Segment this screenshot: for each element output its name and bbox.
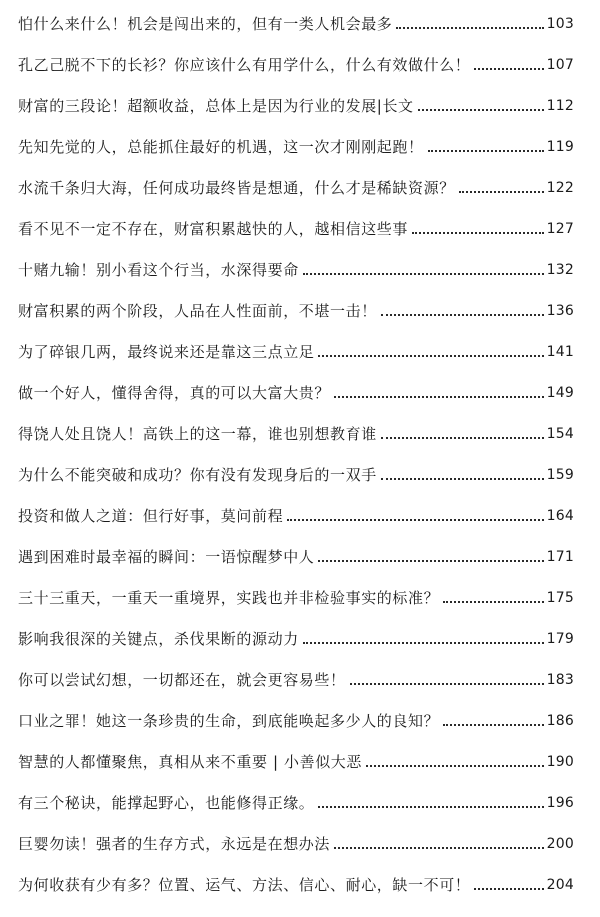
toc-entry[interactable] — [18, 457, 574, 485]
toc-page-number: 190 — [546, 754, 574, 770]
toc-page-number: 132 — [546, 262, 574, 278]
toc-page-number: 136 — [546, 303, 574, 319]
toc-dot-leader — [381, 478, 544, 480]
toc-page-number: 122 — [546, 180, 574, 196]
toc-entry-title: 怕什么来什么！机会是闯出来的，但有一类人机会最多 — [18, 15, 393, 33]
toc-dot-leader — [303, 273, 544, 275]
toc-entry-title: 看不见不一定不存在，财富积累越快的人，越相信这些事 — [18, 220, 409, 238]
toc-entry[interactable] — [18, 662, 574, 690]
toc-dot-leader — [334, 396, 544, 398]
toc-dot-leader — [443, 601, 543, 603]
toc-entry[interactable] — [18, 826, 574, 854]
toc-dot-leader — [318, 560, 543, 562]
toc-entry-title: 你可以尝试幻想，一切都还在，就会更容易些！ — [18, 671, 346, 689]
toc-dot-leader — [287, 519, 543, 521]
toc-entry-title: 得饶人处且饶人！高铁上的这一幕，谁也别想教育谁 — [18, 425, 377, 443]
toc-entry[interactable] — [18, 334, 574, 362]
toc-entry-title: 财富积累的两个阶段，人品在人性面前，不堪一击！ — [18, 302, 377, 320]
toc-page-number: 112 — [546, 98, 574, 114]
toc-entry[interactable] — [18, 211, 574, 239]
toc-dot-leader — [366, 765, 544, 767]
toc-entry[interactable] — [18, 539, 574, 567]
toc-page-number: 179 — [546, 631, 574, 647]
toc-dot-leader — [318, 355, 543, 357]
toc-dot-leader — [303, 642, 544, 644]
toc-dot-leader — [318, 806, 543, 808]
toc-entry-title: 做一个好人，懂得舍得，真的可以大富大贵？ — [18, 384, 331, 402]
toc-entry[interactable] — [18, 47, 574, 75]
toc-dot-leader — [350, 683, 544, 685]
toc-page-number: 159 — [546, 467, 574, 483]
toc-dot-leader — [396, 27, 543, 29]
toc-entry[interactable] — [18, 867, 574, 895]
toc-page-number: 171 — [546, 549, 574, 565]
toc-entry[interactable] — [18, 703, 574, 731]
toc-dot-leader — [334, 847, 544, 849]
toc-entry-title: 先知先觉的人，总能抓住最好的机遇，这一次才刚刚起跑！ — [18, 138, 424, 156]
toc-page-number: 149 — [546, 385, 574, 401]
toc-dot-leader — [418, 109, 544, 111]
toc-entry-title: 遇到困难时最幸福的瞬间：一语惊醒梦中人 — [18, 548, 315, 566]
toc-page-number: 141 — [546, 344, 574, 360]
toc-entry[interactable] — [18, 744, 574, 772]
toc-entry[interactable] — [18, 375, 574, 403]
toc-page-number: 204 — [546, 877, 574, 893]
toc-dot-leader — [443, 724, 543, 726]
toc-entry[interactable] — [18, 129, 574, 157]
toc-page-number: 119 — [546, 139, 574, 155]
toc-entry[interactable] — [18, 6, 574, 34]
toc-entry-title: 为何收获有少有多？位置、运气、方法、信心、耐心，缺一不可！ — [18, 876, 471, 894]
toc-page-number: 183 — [546, 672, 574, 688]
toc-entry-title: 十赌九输！别小看这个行当，水深得要命 — [18, 261, 299, 279]
toc-page-number: 186 — [546, 713, 574, 729]
toc-entry-title: 智慧的人都懂聚焦，真相从来不重要 | 小善似大恶 — [18, 753, 362, 771]
toc-dot-leader — [474, 888, 543, 890]
toc-entry-title: 巨婴勿读！强者的生存方式，永远是在想办法 — [18, 835, 331, 853]
toc-page-number: 196 — [546, 795, 574, 811]
toc-entry-title: 孔乙己脱不下的长衫？你应该什么有用学什么，什么有效做什么！ — [18, 56, 471, 74]
toc-entry-title: 有三个秘诀，能撑起野心，也能修得正缘。 — [18, 794, 315, 812]
toc-entry[interactable] — [18, 621, 574, 649]
toc-entry-title: 口业之罪！她这一条珍贵的生命，到底能唤起多少人的良知？ — [18, 712, 440, 730]
toc-entry-title: 投资和做人之道：但行好事，莫问前程 — [18, 507, 284, 525]
toc-dot-leader — [428, 150, 544, 152]
toc-dot-leader — [381, 437, 544, 439]
toc-dot-leader — [412, 232, 544, 234]
toc-entry[interactable] — [18, 170, 574, 198]
toc-page-number: 200 — [546, 836, 574, 852]
toc-entry-title: 水流千条归大海，任何成功最终皆是想通，什么才是稀缺资源？ — [18, 179, 455, 197]
toc-entry[interactable] — [18, 498, 574, 526]
toc-entry[interactable] — [18, 580, 574, 608]
toc-page-number: 107 — [546, 57, 574, 73]
toc-dot-leader — [459, 191, 544, 193]
toc-dot-leader — [381, 314, 544, 316]
toc-entry[interactable] — [18, 293, 574, 321]
toc-page-number: 175 — [546, 590, 574, 606]
toc-page-number: 127 — [546, 221, 574, 237]
toc-entry[interactable] — [18, 88, 574, 116]
toc-page-number: 103 — [546, 16, 574, 32]
toc-dot-leader — [474, 68, 543, 70]
toc-entry-title: 影响我很深的关键点，杀伐果断的源动力 — [18, 630, 299, 648]
toc-page-number: 154 — [546, 426, 574, 442]
toc-entry-title: 为了碎银几两，最终说来还是靠这三点立足 — [18, 343, 315, 361]
toc-entry-title: 三十三重天，一重天一重境界，实践也并非检验事实的标准？ — [18, 589, 440, 607]
toc-entry-title: 财富的三段论！超额收益，总体上是因为行业的发展|长文 — [18, 97, 414, 115]
toc-entry[interactable] — [18, 416, 574, 444]
toc-entry[interactable] — [18, 252, 574, 280]
toc-page-number: 164 — [546, 508, 574, 524]
toc-entry-title: 为什么不能突破和成功？你有没有发现身后的一双手 — [18, 466, 377, 484]
toc-entry[interactable] — [18, 785, 574, 813]
